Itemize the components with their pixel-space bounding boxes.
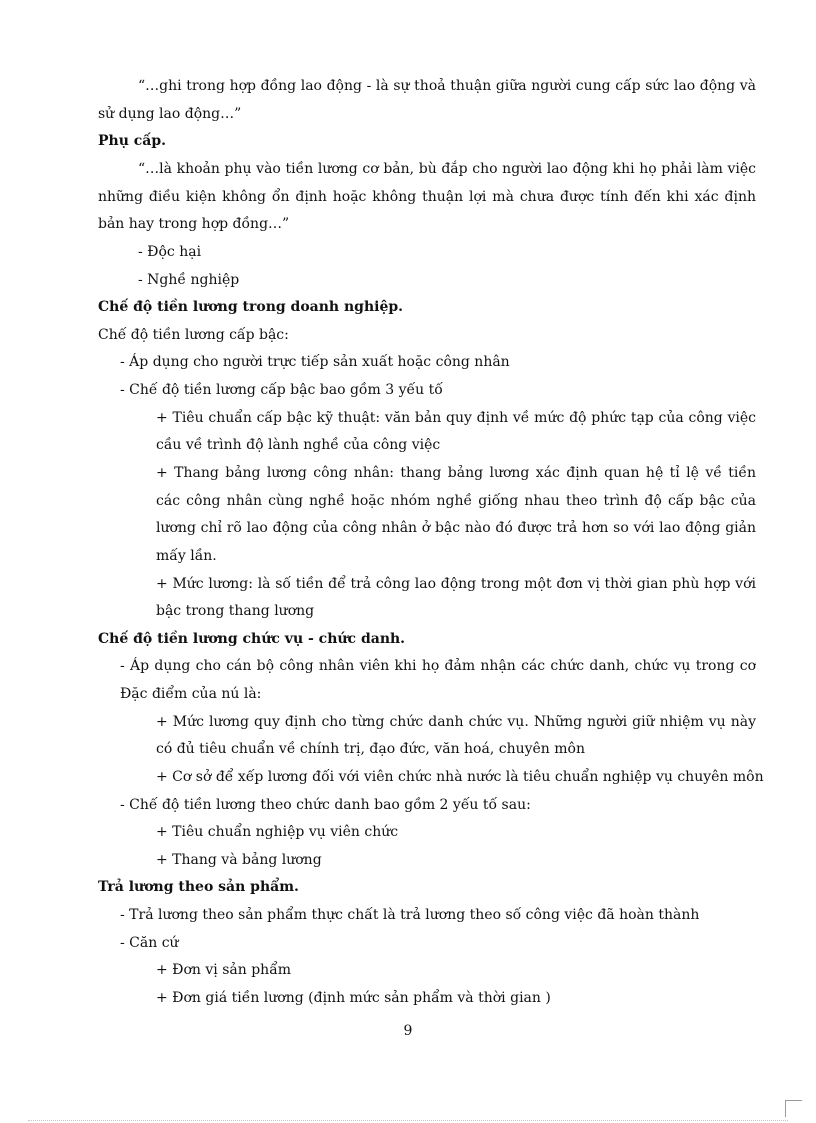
- paragraph-line: bản hay trong hợp đồng…”: [98, 216, 290, 232]
- subsection-heading: Chế độ tiền lương cấp bậc:: [98, 327, 289, 343]
- list-item: + Mức lương: là số tiền để trả công lao động trong một đơn vị thời gian phù hợp với: [156, 576, 756, 592]
- list-item-continuation: lương chỉ rõ lao động của công nhân ở bậc nào đó được trả hơn so với lao động giản: [156, 520, 756, 536]
- section-heading: Trả lương theo sản phẩm.: [98, 879, 299, 895]
- list-item-continuation: mấy lần.: [156, 548, 217, 564]
- list-item: - Áp dụng cho cán bộ công nhân viên khi họ đảm nhận các chức danh, chức vụ trong cơ: [120, 658, 756, 674]
- list-item-continuation: có đủ tiêu chuẩn về chính trị, đạo đức, văn hoá, chuyên môn: [156, 741, 585, 757]
- list-item: - Căn cứ: [120, 935, 179, 951]
- section-heading: Phụ cấp.: [98, 133, 167, 149]
- list-item: + Thang và bảng lương: [156, 852, 322, 868]
- list-item-continuation: các công nhân cùng nghề hoặc nhóm nghề giống nhau theo trình độ cấp bậc của: [156, 493, 756, 509]
- list-item: - Nghề nghiệp: [138, 272, 240, 288]
- list-item: + Tiêu chuẩn nghiệp vụ viên chức: [156, 824, 399, 840]
- page-bottom-divider: [28, 1120, 788, 1121]
- list-item-continuation: cầu về trình độ lành nghề của công việc: [156, 437, 441, 453]
- list-item: - Trả lương theo sản phẩm thực chất là trả lương theo số công việc đã hoàn thành: [120, 907, 700, 923]
- list-item-continuation: Đặc điểm của nú là:: [120, 686, 262, 702]
- list-item: - Áp dụng cho người trực tiếp sản xuất hoặc công nhân: [120, 354, 510, 370]
- list-item: + Cơ sở để xếp lương đối với viên chức nhà nước là tiêu chuẩn nghiệp vụ chuyên môn: [156, 769, 764, 785]
- list-item-continuation: bậc trong thang lương: [156, 603, 315, 619]
- list-item: - Chế độ tiền lương cấp bậc bao gồm 3 yếu tố: [120, 382, 443, 398]
- paragraph-line: “…ghi trong hợp đồng lao động - là sự thoả thuận giữa người cung cấp sức lao động và: [138, 78, 756, 94]
- paragraph-line: “…là khoản phụ vào tiền lương cơ bản, bù đắp cho người lao động khi họ phải làm việc: [138, 161, 756, 177]
- list-item: + Đơn vị sản phẩm: [156, 962, 292, 978]
- list-item: - Độc hại: [138, 244, 202, 260]
- section-heading: Chế độ tiền lương trong doanh nghiệp.: [98, 299, 404, 315]
- list-item: + Mức lương quy định cho từng chức danh chức vụ. Những người giữ nhiệm vụ này: [156, 714, 756, 730]
- section-heading: Chế độ tiền lương chức vụ - chức danh.: [98, 631, 406, 647]
- paragraph-line: những điều kiện không ổn định hoặc không thuận lợi mà chưa được tính đến khi xác định: [98, 189, 756, 205]
- paragraph-line: sử dụng lao động…”: [98, 106, 242, 122]
- list-item: - Chế độ tiền lương theo chức danh bao gồm 2 yếu tố sau:: [120, 797, 531, 813]
- list-item: + Tiêu chuẩn cấp bậc kỹ thuật: văn bản quy định về mức độ phức tạp của công việc: [156, 410, 756, 426]
- list-item: + Thang bảng lương công nhân: thang bảng lương xác định quan hệ tỉ lệ về tiền: [156, 465, 756, 481]
- page-corner-mark: [785, 1100, 802, 1117]
- list-item: + Đơn giá tiền lương (định mức sản phẩm và thời gian ): [156, 990, 551, 1006]
- page-number: 9: [403, 1023, 413, 1039]
